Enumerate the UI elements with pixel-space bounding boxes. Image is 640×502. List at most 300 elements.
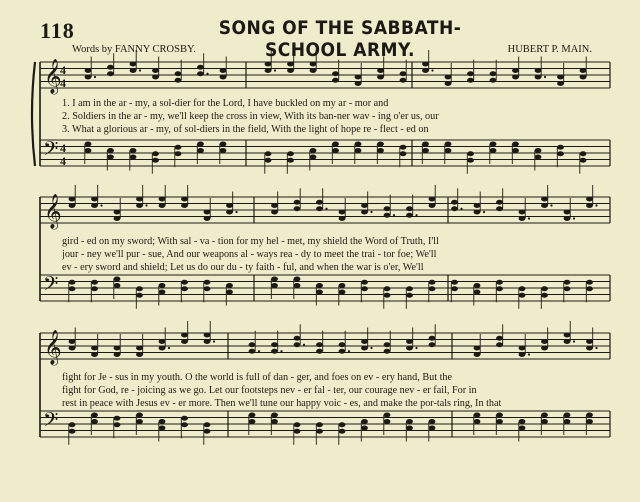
dot: [94, 76, 96, 78]
note-head: [204, 429, 211, 434]
note-head: [564, 216, 571, 221]
note-head: [406, 339, 413, 344]
note-head: [429, 419, 436, 424]
dot: [370, 211, 372, 213]
note-head: [332, 142, 339, 147]
note-head: [114, 346, 121, 351]
note-head: [226, 203, 233, 208]
note-head: [226, 210, 233, 215]
note-head: [557, 75, 564, 80]
note-head: [136, 413, 143, 418]
note-head: [107, 148, 114, 153]
note-head: [316, 283, 323, 288]
note-head: [85, 148, 92, 153]
note-head: [175, 71, 182, 76]
treble-clef-icon: 𝄞: [44, 194, 62, 229]
note-head: [316, 290, 323, 295]
note-head: [204, 422, 211, 427]
note-head: [69, 429, 76, 434]
lyric-line: fight for God, re - joicing as we go. Let our footsteps nev - er fal - ter, our courage nev - er fail, For in: [62, 385, 477, 396]
note-head: [384, 413, 391, 418]
note-head: [316, 206, 323, 211]
note-head: [361, 286, 368, 291]
note-head: [451, 206, 458, 211]
bass-clef-icon: 𝄢: [43, 408, 59, 436]
lyric-line: 3. What a glorious ar - my, of sol-diers in the field, With the light of hope re - flect - ed on: [62, 124, 429, 135]
note-head: [541, 419, 548, 424]
note-head: [564, 280, 571, 285]
note-head: [197, 142, 204, 147]
note-head: [361, 210, 368, 215]
time-signature: 4: [60, 76, 66, 90]
note-head: [159, 426, 166, 431]
note-head: [69, 422, 76, 427]
note-head: [535, 155, 542, 160]
note-head: [114, 352, 121, 357]
note-head: [580, 158, 587, 163]
note-head: [265, 62, 272, 67]
note-head: [586, 286, 593, 291]
note-head: [361, 203, 368, 208]
note-head: [541, 286, 548, 291]
note-head: [159, 283, 166, 288]
note-head: [429, 342, 436, 347]
note-head: [130, 155, 137, 160]
note-head: [310, 155, 317, 160]
note-head: [294, 336, 301, 341]
note-head: [249, 349, 256, 354]
note-head: [136, 352, 143, 357]
note-head: [400, 151, 407, 156]
note-head: [114, 210, 121, 215]
lyric-line: fight for Je - sus in my youth. O the world is full of dan - ger, and foes on ev - ery hand, But the: [62, 372, 453, 383]
note-head: [175, 78, 182, 83]
note-head: [429, 286, 436, 291]
note-head: [204, 339, 211, 344]
dot: [258, 350, 260, 352]
note-head: [586, 203, 593, 208]
time-signature: 4: [60, 141, 66, 155]
note-head: [181, 416, 188, 421]
note-head: [496, 342, 503, 347]
note-head: [69, 346, 76, 351]
lyric-line: jour - ney we'll pur - sue, And our weapons al - ways rea - dy to meet the trai - tor foe; We'll: [62, 249, 437, 260]
dot: [235, 211, 237, 213]
note-head: [557, 151, 564, 156]
note-head: [159, 346, 166, 351]
note-head: [152, 68, 159, 73]
note-head: [355, 148, 362, 153]
note-head: [384, 293, 391, 298]
note-head: [220, 148, 227, 153]
note-head: [204, 210, 211, 215]
note-head: [406, 346, 413, 351]
note-head: [136, 203, 143, 208]
note-head: [69, 339, 76, 344]
note-head: [159, 197, 166, 202]
note-head: [519, 419, 526, 424]
note-head: [400, 145, 407, 150]
note-head: [451, 280, 458, 285]
note-head: [91, 203, 98, 208]
dot: [528, 353, 530, 355]
note-head: [361, 426, 368, 431]
note-head: [451, 200, 458, 205]
note-head: [422, 68, 429, 73]
note-head: [564, 339, 571, 344]
note-head: [422, 142, 429, 147]
note-head: [249, 413, 256, 418]
note-head: [249, 342, 256, 347]
note-head: [294, 206, 301, 211]
bass-clef-icon: 𝄢: [43, 137, 59, 165]
note-head: [490, 78, 497, 83]
note-head: [271, 413, 278, 418]
note-head: [91, 280, 98, 285]
note-head: [384, 419, 391, 424]
note-head: [181, 333, 188, 338]
note-head: [136, 346, 143, 351]
note-head: [339, 210, 346, 215]
note-head: [152, 75, 159, 80]
note-head: [467, 78, 474, 83]
note-head: [114, 416, 121, 421]
note-head: [406, 213, 413, 218]
dot: [595, 347, 597, 349]
lyric-line: rest in peace with Jesus ev - er more. Then we'll tune our happy voic - es, and make the por-tals ring, In that: [62, 398, 502, 409]
treble-clef-icon: 𝄞: [44, 330, 62, 365]
note-head: [519, 346, 526, 351]
note-head: [339, 342, 346, 347]
note-head: [384, 342, 391, 347]
dot: [550, 204, 552, 206]
note-head: [377, 68, 384, 73]
note-head: [586, 346, 593, 351]
note-head: [294, 429, 301, 434]
note-head: [519, 210, 526, 215]
note-head: [265, 158, 272, 163]
note-head: [355, 75, 362, 80]
note-head: [310, 68, 317, 73]
note-head: [339, 283, 346, 288]
note-head: [220, 142, 227, 147]
note-head: [85, 68, 92, 73]
note-head: [204, 216, 211, 221]
note-head: [339, 349, 346, 354]
note-head: [265, 151, 272, 156]
note-head: [496, 413, 503, 418]
dot: [168, 347, 170, 349]
note-head: [406, 293, 413, 298]
note-head: [474, 203, 481, 208]
note-head: [496, 336, 503, 341]
note-head: [220, 68, 227, 73]
note-head: [496, 419, 503, 424]
note-head: [114, 277, 121, 282]
note-head: [467, 158, 474, 163]
note-head: [294, 200, 301, 205]
note-head: [107, 71, 114, 76]
note-head: [226, 290, 233, 295]
note-head: [535, 75, 542, 80]
note-head: [580, 75, 587, 80]
brace: [32, 62, 35, 166]
note-head: [355, 142, 362, 147]
dot: [206, 73, 208, 75]
note-head: [114, 422, 121, 427]
note-head: [69, 280, 76, 285]
note-head: [294, 283, 301, 288]
note-head: [490, 142, 497, 147]
note-head: [496, 206, 503, 211]
dot: [483, 211, 485, 213]
note-head: [181, 203, 188, 208]
dot: [393, 214, 395, 216]
note-head: [85, 75, 92, 80]
note-head: [406, 419, 413, 424]
note-head: [541, 413, 548, 418]
note-head: [496, 286, 503, 291]
note-head: [265, 68, 272, 73]
bass-clef-icon: 𝄢: [43, 272, 59, 300]
note-head: [490, 148, 497, 153]
note-head: [445, 75, 452, 80]
note-head: [136, 197, 143, 202]
note-head: [519, 286, 526, 291]
note-head: [422, 62, 429, 67]
note-head: [429, 197, 436, 202]
note-head: [85, 142, 92, 147]
note-head: [181, 422, 188, 427]
treble-clef-icon: 𝄞: [44, 59, 62, 94]
note-head: [512, 68, 519, 73]
note-head: [152, 158, 159, 163]
note-head: [332, 78, 339, 83]
note-head: [586, 197, 593, 202]
note-head: [564, 413, 571, 418]
note-head: [467, 151, 474, 156]
note-head: [580, 68, 587, 73]
dot: [573, 217, 575, 219]
dot: [280, 350, 282, 352]
note-head: [586, 419, 593, 424]
dot: [573, 340, 575, 342]
note-head: [204, 333, 211, 338]
note-head: [512, 75, 519, 80]
note-head: [181, 197, 188, 202]
note-head: [541, 346, 548, 351]
note-head: [310, 62, 317, 67]
note-head: [339, 216, 346, 221]
note-head: [586, 339, 593, 344]
composer-credit: HUBERT P. MAIN.: [507, 44, 592, 55]
note-head: [316, 200, 323, 205]
lyricist-credit: Words by FANNY CROSBY.: [72, 44, 196, 55]
note-head: [406, 426, 413, 431]
note-head: [490, 71, 497, 76]
note-head: [91, 346, 98, 351]
note-head: [406, 206, 413, 211]
note-head: [541, 203, 548, 208]
note-head: [541, 197, 548, 202]
note-head: [361, 419, 368, 424]
note-head: [271, 277, 278, 282]
note-head: [316, 422, 323, 427]
dot: [139, 69, 141, 71]
note-head: [220, 75, 227, 80]
dot: [370, 347, 372, 349]
note-head: [384, 206, 391, 211]
note-head: [564, 286, 571, 291]
note-head: [580, 151, 587, 156]
note-head: [197, 65, 204, 70]
note-head: [249, 419, 256, 424]
note-head: [69, 203, 76, 208]
note-head: [474, 346, 481, 351]
note-head: [91, 352, 98, 357]
note-head: [377, 142, 384, 147]
note-head: [339, 429, 346, 434]
note-head: [384, 286, 391, 291]
note-head: [332, 71, 339, 76]
time-signature: 4: [60, 63, 66, 77]
dot: [348, 350, 350, 352]
dot: [213, 340, 215, 342]
note-head: [332, 148, 339, 153]
note-head: [429, 280, 436, 285]
lyric-line: ev - ery sword and shield; Let us do our du - ty faith - ful, and when the war is o'er, We'll: [62, 262, 424, 273]
dot: [325, 208, 327, 210]
note-head: [541, 293, 548, 298]
note-head: [355, 81, 362, 86]
lyric-line: 2. Soldiers in the ar - my, we'll keep the cross in view, With its ban-ner wav - ing o'er us, our: [62, 111, 439, 122]
note-head: [271, 419, 278, 424]
dot: [528, 217, 530, 219]
note-head: [535, 68, 542, 73]
dot: [544, 76, 546, 78]
note-head: [361, 346, 368, 351]
note-head: [114, 283, 121, 288]
dot: [145, 204, 147, 206]
note-head: [564, 333, 571, 338]
note-head: [557, 145, 564, 150]
note-head: [181, 280, 188, 285]
note-head: [107, 65, 114, 70]
dot: [595, 204, 597, 206]
note-head: [586, 280, 593, 285]
time-signature: 4: [60, 154, 66, 168]
note-head: [204, 280, 211, 285]
note-head: [114, 216, 121, 221]
note-head: [271, 283, 278, 288]
note-head: [287, 62, 294, 67]
note-head: [586, 413, 593, 418]
note-head: [384, 213, 391, 218]
note-head: [361, 280, 368, 285]
page-number: 118: [40, 18, 75, 43]
note-head: [496, 200, 503, 205]
note-head: [429, 203, 436, 208]
note-head: [310, 148, 317, 153]
note-head: [519, 352, 526, 357]
note-head: [474, 419, 481, 424]
note-head: [294, 342, 301, 347]
note-head: [339, 290, 346, 295]
note-head: [564, 210, 571, 215]
note-head: [136, 419, 143, 424]
note-head: [271, 210, 278, 215]
note-head: [91, 413, 98, 418]
note-head: [204, 286, 211, 291]
note-head: [197, 71, 204, 76]
note-head: [159, 339, 166, 344]
note-head: [175, 145, 182, 150]
note-head: [474, 290, 481, 295]
note-head: [474, 283, 481, 288]
note-head: [422, 148, 429, 153]
note-head: [159, 419, 166, 424]
note-head: [384, 349, 391, 354]
note-head: [474, 413, 481, 418]
note-head: [91, 419, 98, 424]
note-head: [339, 422, 346, 427]
note-head: [69, 197, 76, 202]
note-head: [181, 339, 188, 344]
note-head: [316, 429, 323, 434]
note-head: [445, 148, 452, 153]
dot: [415, 214, 417, 216]
song-title: SONG OF THE SABBATH-SCHOOL ARMY.: [218, 17, 462, 61]
note-head: [287, 68, 294, 73]
dot: [431, 69, 433, 71]
lyric-line: gird - ed on my sword; With sal - va - tion for my hel - met, my shield the Word of Truth, I'll: [62, 236, 439, 247]
note-head: [519, 216, 526, 221]
note-head: [474, 210, 481, 215]
note-head: [175, 151, 182, 156]
note-head: [564, 419, 571, 424]
dot: [100, 204, 102, 206]
note-head: [130, 62, 137, 67]
lyric-line: 1. I am in the ar - my, a sol-dier for the Lord, I have buckled on my ar - mor and: [62, 98, 389, 109]
note-head: [445, 81, 452, 86]
note-head: [91, 197, 98, 202]
note-head: [406, 286, 413, 291]
note-head: [136, 286, 143, 291]
note-head: [535, 148, 542, 153]
note-head: [159, 290, 166, 295]
note-head: [429, 426, 436, 431]
note-head: [316, 349, 323, 354]
note-head: [226, 283, 233, 288]
note-head: [377, 75, 384, 80]
note-head: [467, 71, 474, 76]
note-head: [159, 203, 166, 208]
note-head: [197, 148, 204, 153]
note-head: [181, 286, 188, 291]
note-head: [496, 280, 503, 285]
note-head: [557, 81, 564, 86]
note-head: [541, 339, 548, 344]
note-head: [287, 158, 294, 163]
dot: [415, 347, 417, 349]
note-head: [361, 339, 368, 344]
note-head: [91, 286, 98, 291]
note-head: [451, 286, 458, 291]
note-head: [400, 78, 407, 83]
note-head: [294, 422, 301, 427]
note-head: [271, 203, 278, 208]
note-head: [377, 148, 384, 153]
